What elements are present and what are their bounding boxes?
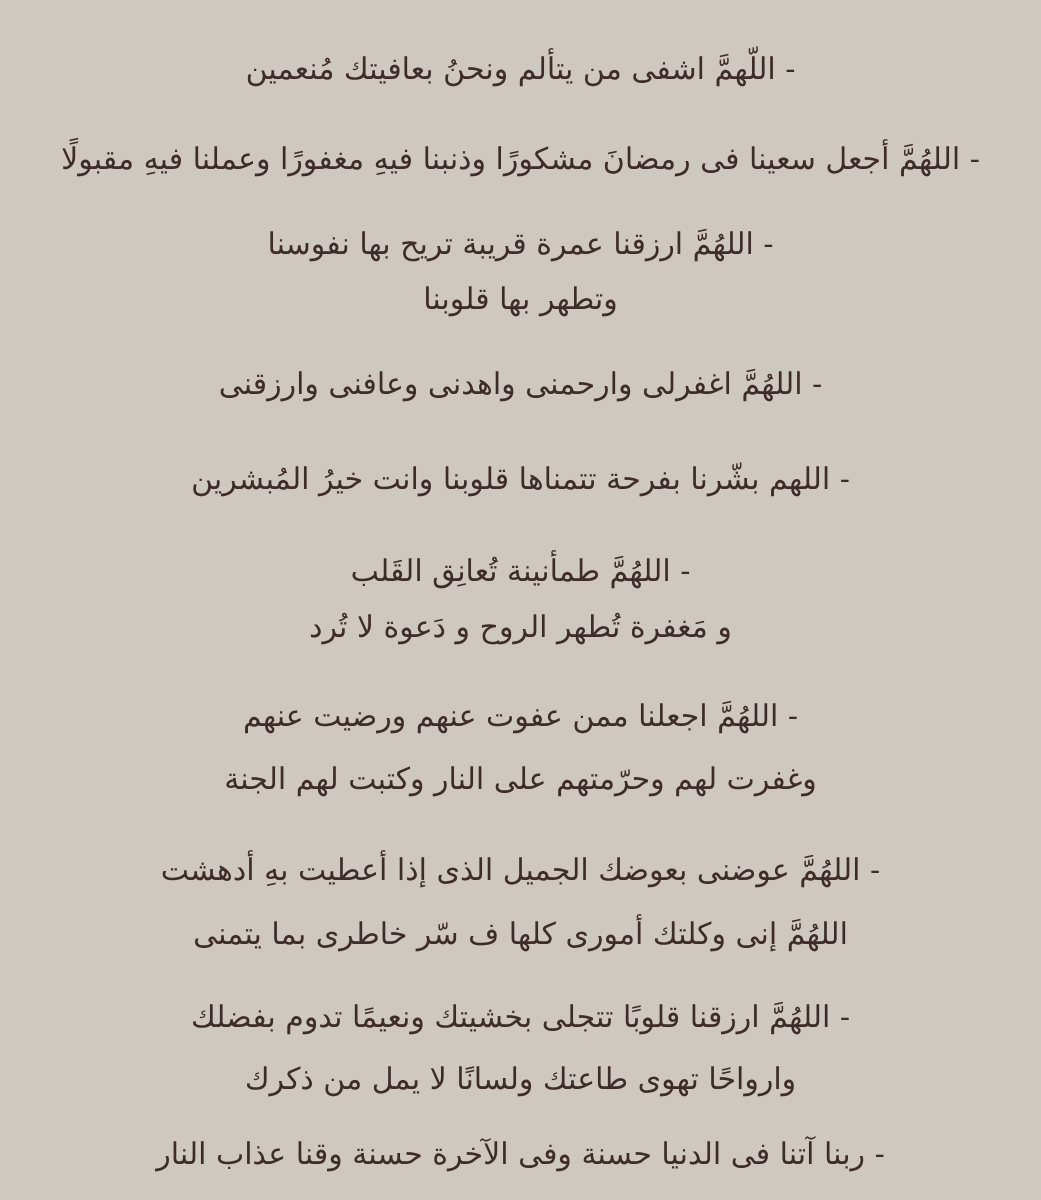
- dua-4-line-1: - اللهُمَّ اغفرلى وارحمنى واهدنى وعافنى وارزقنى: [218, 367, 823, 402]
- dua-6-line-2: و مَغفرة تُطهر الروح و دَعوة لا تُرد: [309, 610, 732, 645]
- dua-8-line-2: اللهُمَّ إنى وكلتك أمورى كلها ف سّر خاطرى بما يتمنى: [193, 917, 848, 952]
- dua-8-line-1: - اللهُمَّ عوضنى بعوضك الجميل الذى إذا أعطيت بهِ أدهشت: [160, 853, 881, 888]
- dua-5-line-1: - اللهم بشّرنا بفرحة تتمناها قلوبنا وانت خيرُ المُبشرين: [191, 462, 850, 497]
- dua-9-line-1: - اللهُمَّ ارزقنا قلوبًا تتجلى بخشيتك ونعيمًا تدوم بفضلك: [190, 1000, 851, 1035]
- dua-7-line-2: وغفرت لهم وحرّمتهم على النار وكتبت لهم الجنة: [224, 762, 817, 797]
- dua-6-line-1: - اللهُمَّ طمأنينة تُعانِق القَلب: [350, 554, 691, 589]
- dua-2-line-1: - اللهُمَّ أجعل سعينا فى رمضانَ مشكورًا وذنبنا فيهِ مغفورًا وعملنا فيهِ مقبولًا: [61, 142, 980, 177]
- dua-7-line-1: - اللهُمَّ اجعلنا ممن عفوت عنهم ورضيت عنهم: [242, 699, 799, 734]
- dua-3-line-1: - اللهُمَّ ارزقنا عمرة قريبة تريح بها نفوسنا: [267, 227, 774, 262]
- dua-3-line-2: وتطهر بها قلوبنا: [423, 282, 618, 317]
- dua-10-line-1: - ربنا آتنا فى الدنيا حسنة وفى الآخرة حسنة وقنا عذاب النار: [156, 1137, 885, 1172]
- dua-1-line-1: - اللّهمَّ اشفى من يتألم ونحنُ بعافيتك مُنعمين: [245, 52, 796, 87]
- dua-9-line-2: وارواحًا تهوى طاعتك ولسانًا لا يمل من ذكرك: [244, 1062, 797, 1097]
